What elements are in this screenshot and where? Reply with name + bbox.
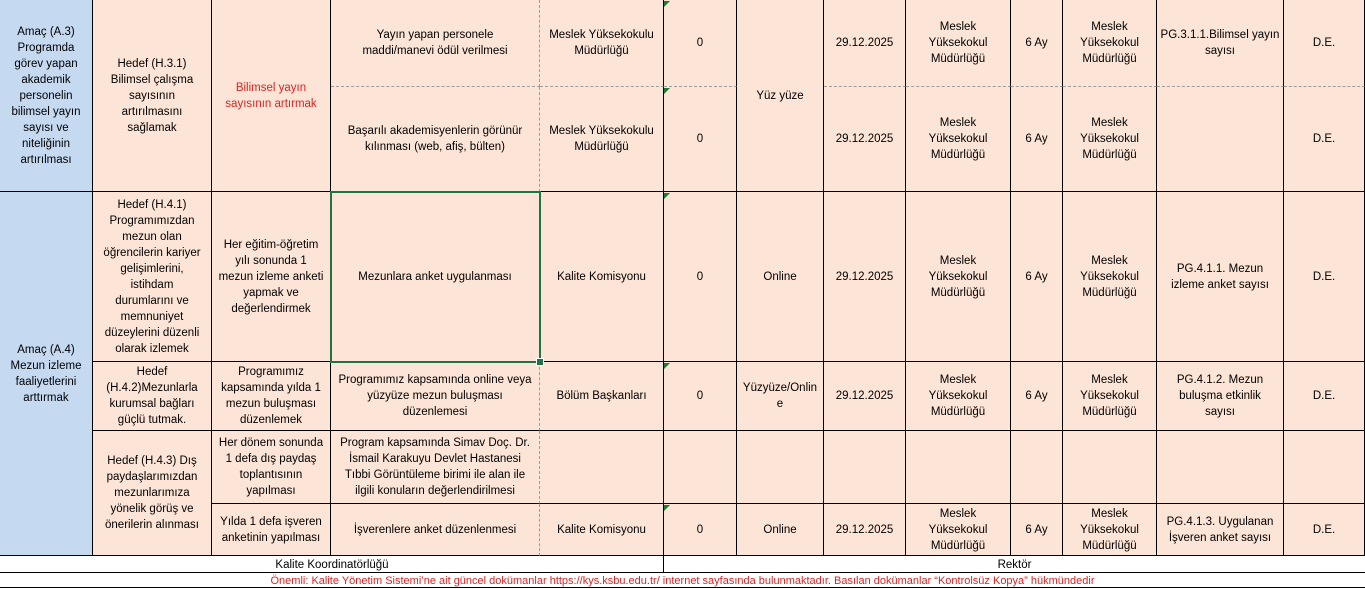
status-cell-award[interactable]: D.E.	[1284, 0, 1365, 87]
date-cell-award[interactable]: 29.12.2025	[824, 0, 906, 87]
status-cell-h42[interactable]: D.E.	[1284, 362, 1365, 431]
value-cell-visibility[interactable]: 0	[664, 87, 737, 192]
status-cell-hospital-review[interactable]	[1284, 431, 1365, 504]
goal-h31-cell[interactable]: Hedef (H.3.1) Bilimsel çalışma sayısının artırılmasını sağlamak	[93, 0, 212, 192]
value-cell-h42[interactable]: 0	[664, 362, 737, 431]
date-cell-h41[interactable]: 29.12.2025	[824, 192, 906, 362]
status-cell-h41[interactable]: D.E.	[1284, 192, 1365, 362]
strategy-cell-h42[interactable]: Programımız kapsamında yılda 1 mezun buluşması düzenlemek	[212, 362, 331, 431]
date-cell-h42[interactable]: 29.12.2025	[824, 362, 906, 431]
value-cell-h41[interactable]: 0	[664, 192, 737, 362]
method-cell-h41[interactable]: Online	[737, 192, 824, 362]
activity-cell-graduate-meetup[interactable]: Programımız kapsamında online veya yüzyüze mezun buluşması düzenlemesi	[331, 362, 540, 431]
goal-h43-cell[interactable]: Hedef (H.4.3) Dış paydaşlarımızdan mezunlarımıza yönelik görüş ve önerilerin alınması	[93, 431, 212, 556]
indicator-cell-hospital-review[interactable]	[1157, 431, 1284, 504]
period-cell-h41[interactable]: 6 Ay	[1011, 192, 1063, 362]
responsible-cell-hospital-review[interactable]	[540, 431, 664, 504]
monitor-cell-h41[interactable]: Meslek Yüksekokul Müdürlüğü	[906, 192, 1011, 362]
period-cell-hospital-review[interactable]	[1011, 431, 1063, 504]
active-cell-selection[interactable]	[330, 191, 541, 363]
strategy-cell-h31[interactable]: Bilimsel yayın sayısının artırmak	[212, 0, 331, 192]
indicator-cell-visibility[interactable]	[1157, 87, 1284, 192]
value-cell-hospital-review[interactable]	[664, 431, 737, 504]
activity-cell-hospital-review[interactable]: Program kapsamında Simav Doç. Dr. İsmail Karakuyu Devlet Hastanesi Tıbbi Görüntüleme birimi ile alan ile ilgili konuların değerlendirilmesi	[331, 431, 540, 504]
footer-left-signature: Kalite Koordinatörlüğü	[275, 558, 389, 571]
method-cell-employer-survey[interactable]: Online	[737, 504, 824, 556]
method-cell-h31[interactable]: Yüz yüze	[737, 0, 824, 192]
indicator-cell-h41[interactable]: PG.4.1.1. Mezun izleme anket sayısı	[1157, 192, 1284, 362]
footer-notice: Önemli: Kalite Yönetim Sistemi’ne ait güncel dokümanlar https://kys.ksbu.edu.tr/ internet sayfasında bulunmaktadır. Basılan dokümanlar “Kontrolsüz Kopya” hükmündedir	[270, 574, 1095, 587]
method-cell-h42[interactable]: Yüzyüze/Onlin e	[737, 362, 824, 431]
cell-error-indicator	[664, 505, 670, 511]
responsible-cell-h42[interactable]: Bölüm Başkanları	[540, 362, 664, 431]
reporter-cell-employer-survey[interactable]: Meslek Yüksekokul Müdürlüğü	[1063, 504, 1157, 556]
cell-error-indicator	[664, 363, 670, 369]
goal-h41-cell[interactable]: Hedef (H.4.1) Programımızdan mezun olan öğrencilerin kariyer gelişimlerini, istihdam durumlarını ve memnuniyet düzeylerini düzenli olarak izlemek	[93, 192, 212, 362]
period-cell-award[interactable]: 6 Ay	[1011, 0, 1063, 87]
status-cell-employer-survey[interactable]: D.E.	[1284, 504, 1365, 556]
date-cell-hospital-review[interactable]	[824, 431, 906, 504]
indicator-cell-award[interactable]: PG.3.1.1.Bilimsel yayın sayısı	[1157, 0, 1284, 87]
monitor-cell-employer-survey[interactable]: Meslek Yüksekokul Müdürlüğü	[906, 504, 1011, 556]
activity-cell-visibility[interactable]: Başarılı akademisyenlerin görünür kılınması (web, afiş, bülten)	[331, 87, 540, 192]
method-cell-hospital-review[interactable]	[737, 431, 824, 504]
cell-error-indicator	[664, 1, 670, 7]
period-cell-employer-survey[interactable]: 6 Ay	[1011, 504, 1063, 556]
goal-h42-cell[interactable]: Hedef (H.4.2)Mezunlarla kurumsal bağları güçlü tutmak.	[93, 362, 212, 431]
reporter-cell-hospital-review[interactable]	[1063, 431, 1157, 504]
strategy-cell-stakeholder-meeting[interactable]: Her dönem sonunda 1 defa dış paydaş toplantısının yapılması	[212, 431, 331, 504]
objective-a4-cell[interactable]: Amaç (A.4) Mezun izleme faaliyetlerini arttırmak	[0, 192, 93, 556]
activity-cell-graduate-survey[interactable]: Mezunlara anket uygulanması	[331, 192, 540, 362]
footer-divider	[0, 572, 1365, 573]
indicator-cell-h42[interactable]: PG.4.1.2. Mezun buluşma etkinlik sayısı	[1157, 362, 1284, 431]
reporter-cell-visibility[interactable]: Meslek Yüksekokul Müdürlüğü	[1063, 87, 1157, 192]
footer-separator	[663, 556, 664, 572]
strategy-cell-employer-survey[interactable]: Yılda 1 defa işveren anketinin yapılması	[212, 504, 331, 556]
monitor-cell-award[interactable]: Meslek Yüksekokul Müdürlüğü	[906, 0, 1011, 87]
footer-right-signature: Rektör	[997, 558, 1032, 571]
activity-cell-employer-survey[interactable]: İşverenlere anket düzenlenmesi	[331, 504, 540, 556]
monitor-cell-hospital-review[interactable]	[906, 431, 1011, 504]
activity-cell-award[interactable]: Yayın yapan personele maddi/manevi ödül verilmesi	[331, 0, 540, 87]
responsible-cell-award[interactable]: Meslek Yüksekokulu Müdürlüğü	[540, 0, 664, 87]
reporter-cell-h41[interactable]: Meslek Yüksekokul Müdürlüğü	[1063, 192, 1157, 362]
value-cell-employer-survey[interactable]: 0	[664, 504, 737, 556]
objective-a3-cell[interactable]: Amaç (A.3) Programda görev yapan akademik personelin bilimsel yayın sayısı ve niteliğinin artırılması	[0, 0, 93, 192]
cell-error-indicator	[664, 88, 670, 94]
reporter-cell-award[interactable]: Meslek Yüksekokul Müdürlüğü	[1063, 0, 1157, 87]
responsible-cell-employer-survey[interactable]: Kalite Komisyonu	[540, 504, 664, 556]
strategy-cell-h41[interactable]: Her eğitim-öğretim yılı sonunda 1 mezun izleme anketi yapmak ve değerlendirmek	[212, 192, 331, 362]
indicator-cell-employer-survey[interactable]: PG.4.1.3. Uygulanan İşveren anket sayısı	[1157, 504, 1284, 556]
monitor-cell-visibility[interactable]: Meslek Yüksekokul Müdürlüğü	[906, 87, 1011, 192]
status-cell-visibility[interactable]: D.E.	[1284, 87, 1365, 192]
reporter-cell-h42[interactable]: Meslek Yüksekokul Müdürlüğü	[1063, 362, 1157, 431]
fill-handle[interactable]	[536, 358, 544, 366]
period-cell-h42[interactable]: 6 Ay	[1011, 362, 1063, 431]
footer-bottom-border	[0, 587, 1365, 588]
monitor-cell-h42[interactable]: Meslek Yüksekokul Müdürlüğü	[906, 362, 1011, 431]
date-cell-employer-survey[interactable]: 29.12.2025	[824, 504, 906, 556]
value-cell-award[interactable]: 0	[664, 0, 737, 87]
cell-error-indicator	[664, 193, 670, 199]
date-cell-visibility[interactable]: 29.12.2025	[824, 87, 906, 192]
period-cell-visibility[interactable]: 6 Ay	[1011, 87, 1063, 192]
responsible-cell-h41[interactable]: Kalite Komisyonu	[540, 192, 664, 362]
responsible-cell-visibility[interactable]: Meslek Yüksekokulu Müdürlüğü	[540, 87, 664, 192]
